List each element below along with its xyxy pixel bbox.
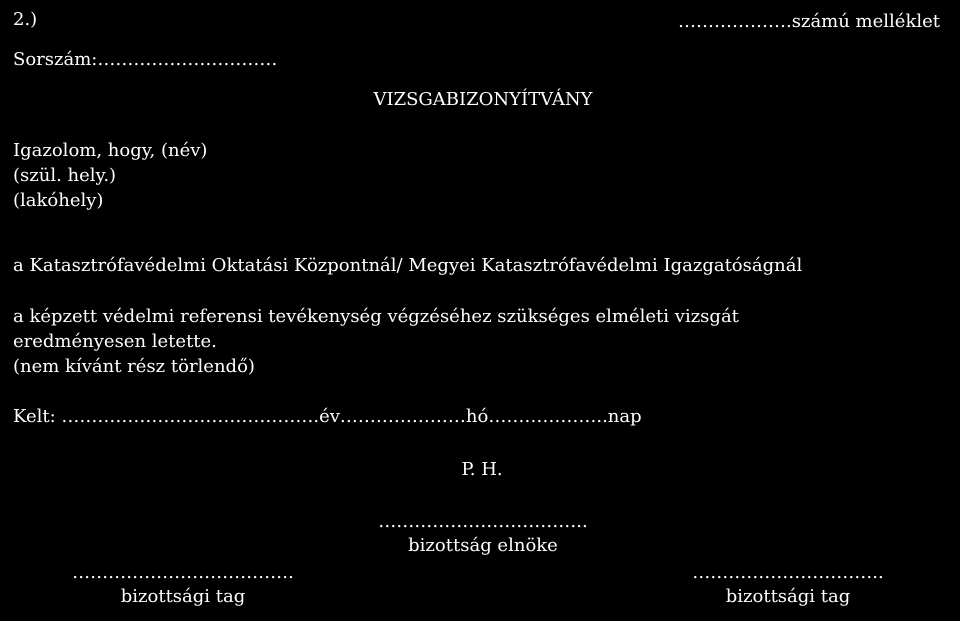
- member-left-signature: [68, 561, 298, 609]
- residence-field: (lakóhely): [13, 190, 104, 211]
- member-right-signature-line: …………………………..: [692, 562, 884, 583]
- member-left-role: bizottsági tag: [120, 586, 246, 607]
- birthplace-field: (szül. hely.): [13, 165, 117, 186]
- document-number: 2.): [13, 9, 38, 30]
- statement-line-2: eredményesen letette.: [13, 331, 217, 352]
- annex-label: ……………….számú melléklet: [678, 11, 940, 32]
- statement-line-1: a képzett védelmi referensi tevékenység végzéséhez szükséges elméleti vizsgát: [13, 306, 739, 327]
- chair-signature: [333, 510, 633, 558]
- serial-number-field: Sorszám:…………………………: [13, 49, 278, 70]
- member-right-role: bizottsági tag: [725, 586, 851, 607]
- chair-role: bizottság elnöke: [408, 535, 558, 556]
- institution-text: a Katasztrófavédelmi Oktatási Központnál/ Megyei Katasztrófavédelmi Igazgatóságnál: [13, 255, 803, 276]
- statement-note: (nem kívánt rész törlendő): [13, 356, 255, 377]
- member-right-signature: [658, 561, 918, 609]
- document-title: VIZSGABIZONYÍTVÁNY: [373, 89, 593, 110]
- date-line: Kelt: …………………………………….év…………………hó………………..nap: [13, 406, 642, 427]
- name-field: Igazolom, hogy, (név): [13, 140, 208, 161]
- member-left-signature-line: ……………………………….: [72, 562, 294, 583]
- stamp-placeholder: P. H.: [461, 459, 503, 480]
- chair-signature-line: ……………………………..: [378, 511, 588, 532]
